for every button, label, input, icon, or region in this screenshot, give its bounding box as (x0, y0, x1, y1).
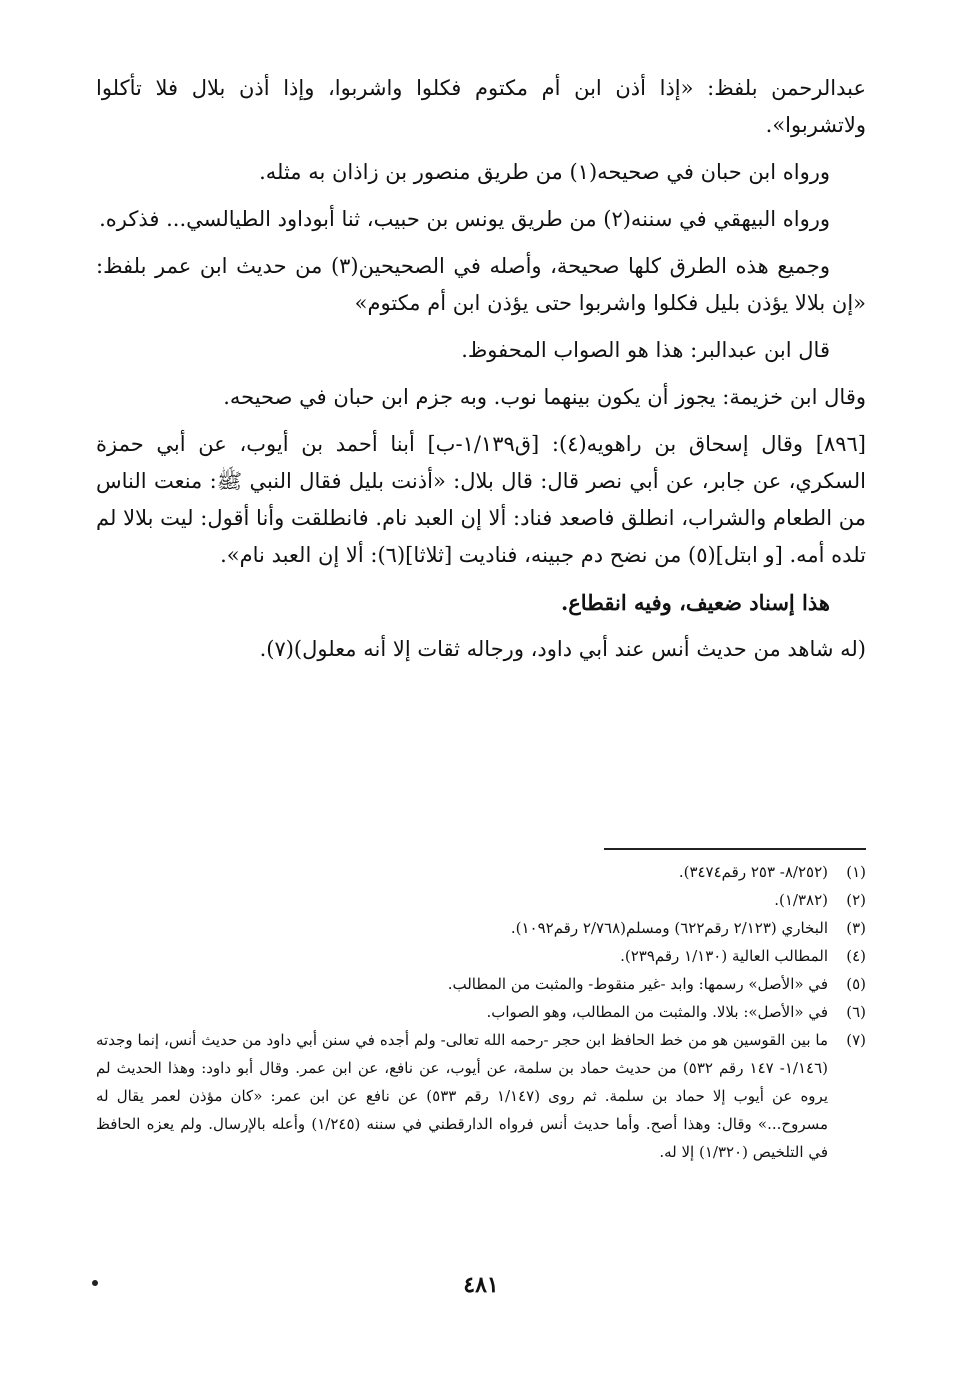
footnote-text: (١/٣٨٢). (774, 891, 828, 909)
footnote-text: ما بين القوسين هو من خط الحافظ ابن حجر -رحمه الله تعالى- ولم أجده في سنن أبي داود من حديث أنس، إنما وجدته (١/١٤٦- ١٤٧ رقم ٥٣٢) من حديث حماد بن سلمة، عن أيوب، عن نافع، عن ابن عمر. وقال أبو داود: وهذا الحديث لم يروه عن أيوب إلا حماد بن سلمة. ثم روى (١/١٤٧ رقم ٥٣٣) عن نافع عن ابن عمر: «كان مؤذن لعمر يقال له مسروح...» وقال: وهذا أصح. وأما حديث أنس فرواه الدارقطني في سننه (١/٢٤٥) وأعله بالإرسال. ولم يعزه الحافظ في التلخيص (١/٣٢٠) إلا له. (96, 1031, 829, 1161)
footnote-6 (96, 998, 866, 1026)
paragraph-1: عبدالرحمن بلفظ: «إذا أذن ابن أم مكتوم فكلوا واشربوا، وإذا أذن بلال فلا تأكلوا ولاتشربوا». (96, 76, 866, 137)
paragraph-4: وجميع هذه الطرق كلها صحيحة، وأصله في الصحيحين(٣) من حديث ابن عمر بلفظ: «إن بلالا يؤذن بليل فكلوا واشربوا حتى يؤذن ابن أم مكتوم» (96, 254, 866, 315)
footnote-1 (96, 858, 866, 886)
footnote-3 (96, 914, 866, 942)
footnotes (96, 858, 866, 1166)
footnote-4 (96, 942, 866, 970)
footnote-5 (96, 970, 866, 998)
paragraph-9: (له شاهد من حديث أنس عند أبي داود، ورجاله ثقات إلا أنه معلول)(٧). (259, 637, 866, 661)
footnote-2 (96, 886, 866, 914)
page-number: ٤٨١ (463, 1272, 499, 1298)
book-page (96, 70, 866, 1360)
main-text (96, 70, 866, 678)
footnote-number: (٦) (846, 1003, 866, 1021)
footnote-number: (٢) (846, 891, 866, 909)
footnote-text: (٨/٢٥٢- ٢٥٣ رقم٣٤٧٤). (678, 863, 828, 881)
footnote-text: المطالب العالية (١/١٣٠ رقم٢٣٩). (620, 947, 828, 965)
paragraph-6: وقال ابن خزيمة: يجوز أن يكون بينهما نوب. وبه جزم ابن حبان في صحيحه. (223, 385, 866, 409)
footnote-7 (96, 1026, 866, 1166)
margin-dot (92, 1280, 98, 1286)
paragraph-3: ورواه البيهقي في سننه(٢) من طريق يونس بن حبيب، ثنا أبوداود الطيالسي... فذكره. (99, 207, 830, 231)
footnote-number: (٥) (846, 975, 866, 993)
paragraph-7: [٨٩٦] وقال إسحاق بن راهويه(٤): [ق١/١٣٩-ب] أبنا أحمد بن أيوب، عن أبي حمزة السكري، عن جابر، عن أبي نصر قال: قال بلال: «أذنت بليل فقال النبي ﷺ: منعت الناس من الطعام والشراب، انطلق فاصعد فناد: ألا إن العبد نام. فانطلقت وأنا أقول: ليت بلالا لم تلده أمه. [و ابتل](٥) من نضح دم جبينه، فناديت [ثلاثا](٦): ألا إن العبد نام». (96, 432, 866, 567)
footnote-number: (١) (846, 863, 866, 881)
footnote-text: في «الأصل» رسمها: وابد -غير منقوط- والمثبت من المطالب. (447, 975, 828, 993)
footnote-text: في «الأصل»: بلالا. والمثبت من المطالب، وهو الصواب. (486, 1003, 828, 1021)
footnote-number: (٣) (846, 919, 866, 937)
paragraph-2: ورواه ابن حبان في صحيحه(١) من طريق منصور بن زاذان به مثله. (259, 160, 830, 184)
paragraph-5: قال ابن عبدالبر: هذا هو الصواب المحفوظ. (461, 338, 830, 362)
footnote-divider (604, 848, 866, 850)
footnote-text: البخاري (٢/١٢٣ رقم٦٢٢) ومسلم(٢/٧٦٨ رقم١٠٩٢). (510, 919, 828, 937)
footnote-number: (٤) (846, 947, 866, 965)
footnote-number: (٧) (846, 1031, 866, 1049)
paragraph-8: هذا إسناد ضعيف، وفيه انقطاع. (560, 590, 830, 615)
